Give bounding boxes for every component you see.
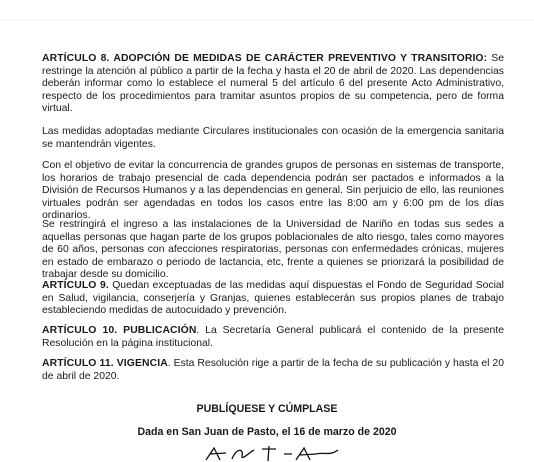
article-9-heading: ARTÍCULO 9. <box>42 280 109 291</box>
article-9-text: Quedan exceptuadas de las medidas aquí dispuestas el Fondo de Seguridad Social en Salud, vigilancia, conserjería y Granjas, quienes establecerán sus propios planes de trabajo estableciendo medidas de autocuidado y prevención. <box>42 280 504 317</box>
article-8-paragraph-3: Con el objetivo de evitar la concurrencia de grandes grupos de personas en sistemas de transporte, los horarios de trabajo presencial de cada dependencia podrán ser pactados e informados a la División de Recursos Humanos y a las dependencias en general. Sin perjuicio de ello, las reuniones virtuales podrán ser agendadas en todos los casos entre las 8:00 am y 6:00 pm de los días ordinarios. <box>42 160 504 222</box>
publiquese-heading: PUBLÍQUESE Y CÚMPLASE <box>196 403 338 415</box>
article-8-heading: ARTÍCULO 8. ADOPCIÓN DE MEDIDAS DE CARÁCTER PREVENTIVO Y TRANSITORIO: <box>42 53 488 64</box>
article-11-paragraph <box>42 358 504 383</box>
article-8-paragraph <box>42 53 504 116</box>
article-11-text: . Esta Resolución rige a partir de la fecha de su publicación y hasta el 20 de abril de 2020. <box>42 358 504 382</box>
article-9-paragraph <box>42 280 504 318</box>
header-scan-edge <box>0 0 534 24</box>
article-8-paragraph-4: Se restringirá el ingreso a las instalaciones de la Universidad de Nariño en todas sus sedes a aquellas personas que hagan parte de los grupos poblacionales de alto riesgo, tales como mayores de 60 años, personas con afecciones respiratorias, personas con enfermedades crónicas, mujeres en estado de embarazo o periodo de lactancia, etc, frente a quienes se priorizará la posibilidad de trabajar desde su domicilio. <box>42 219 504 281</box>
article-10-heading: ARTÍCULO 10. PUBLICACIÓN <box>42 325 197 336</box>
article-8-text: Se restringe la atención al público a partir de la fecha y hasta el 20 de abril de 2020. Las dependencias deberán informar como lo establece el numeral 5 del artículo 6 del presente Acto Administrativo, respecto de los procedimientos para tramitar asuntos propios de su competencia, pero de forma virtual. <box>42 53 504 115</box>
article-11-heading: ARTÍCULO 11. VIGENCIA <box>42 358 168 369</box>
date-line: Dada en San Juan de Pasto, el 16 de marzo de 2020 <box>137 426 397 438</box>
article-10-paragraph <box>42 325 504 350</box>
article-8-paragraph-2: Las medidas adoptadas mediante Circulares institucionales con ocasión de la emergencia sanitaria se mantendrán vigentes. <box>42 126 504 150</box>
handwritten-signature <box>196 434 356 462</box>
article-10-text: . La Secretaría General publicará el contenido de la presente Resolución en la página institucional. <box>42 325 504 349</box>
